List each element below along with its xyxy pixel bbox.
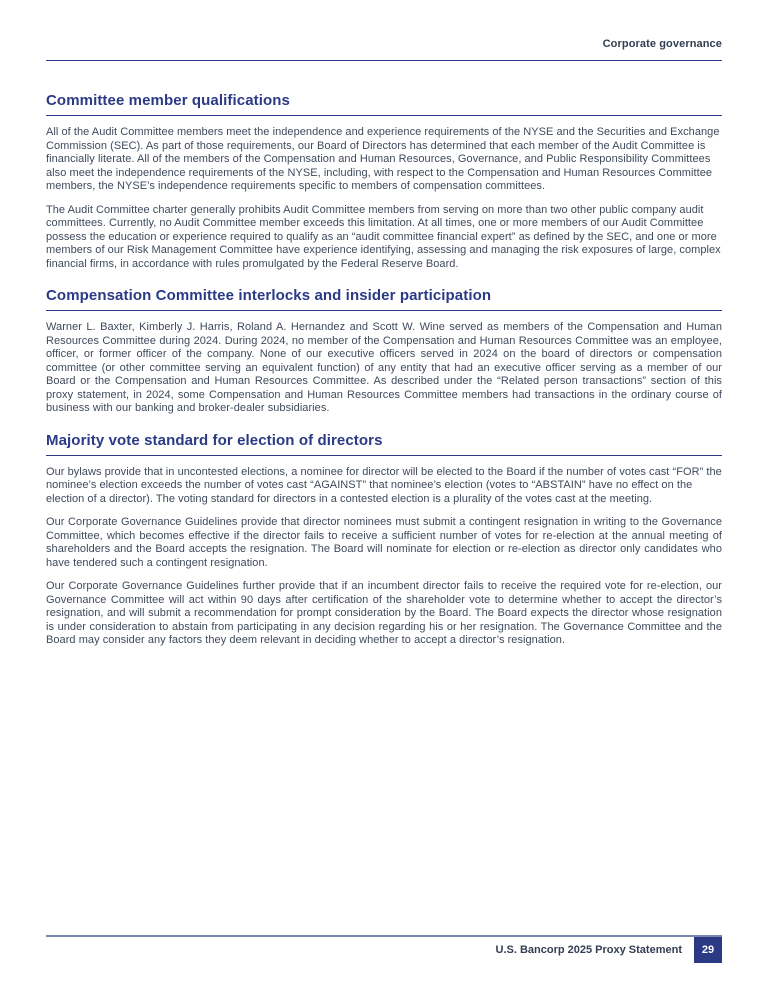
section-heading-compensation-committee-interlocks: Compensation Committee interlocks and insider participation (46, 287, 722, 311)
paragraph: Our Corporate Governance Guidelines provide that director nominees must submit a contingent resignation in writing to the Governance Committee, which becomes effective if the director fails to receive a sufficient number of votes for re-election at the annual meeting of shareholders and the Board accepts the resignation. The Board will nominate for election or re-election as director only candidates who have tendered such a contingent resignation. (46, 516, 722, 569)
section-heading-majority-vote-standard: Majority vote standard for election of directors (46, 432, 722, 456)
footer-document-title: U.S. Bancorp 2025 Proxy Statement (495, 944, 682, 956)
footer-row (46, 937, 722, 963)
running-header-label: Corporate governance (602, 38, 722, 50)
section-heading-committee-member-qualifications: Committee member qualifications (46, 92, 722, 116)
paragraph: Our bylaws provide that in uncontested elections, a nominee for director will be elected to the Board if the number of votes cast “FOR” the nominee’s election exceeds the number of votes cast “AGAINST” that nominee’s election (votes to “ABSTAIN” have no effect on the election of a director). The voting standard for directors in a contested election is a plurality of the votes cast at the meeting. (46, 465, 722, 505)
paragraph: All of the Audit Committee members meet the independence and experience requirements of the NYSE and the Securities and Exchange Commission (SEC). As part of those requirements, our Board of Directors has determined that each member of the Audit Committee is financially literate. All of the members of the Compensation and Human Resources, Governance, and Public Responsibility Committees also meet the independence requirements of the NYSE, including, with respect to the Compensation and Human Resources Committee members, the NYSE’s independence requirements specific to members of compensation committees. (46, 126, 720, 192)
running-header (46, 0, 722, 52)
paragraph: Warner L. Baxter, Kimberly J. Harris, Roland A. Hernandez and Scott W. Wine served as members of the Compensation and Human Resources Committee during 2024. During 2024, no member of the Compensation and Human Resources Committee was an employee, officer, or former officer of the company. None of our executive officers served in 2024 on the board of directors or compensation committee (or other committee serving an equivalent function) of any entity that had an executive officer serving as a member of our Board or the Compensation and Human Resources Committee. As described under the “Related person transactions” section of this proxy statement, in 2024, some Compensation and Human Resources Committee members had transactions in the ordinary course of business with our banking and broker-dealer subsidiaries. (46, 321, 722, 414)
paragraph: The Audit Committee charter generally prohibits Audit Committee members from serving on more than two other public company audit committees. Currently, no Audit Committee member exceeds this limitation. At all times, one or more members of our Audit Committee possess the education or experience required to qualify as an “audit committee financial expert” as defined by the SEC, and one or more members of our Risk Management Committee have experience identifying, assessing and managing the risk exposures of large, complex financial firms, in accordance with rules promulgated by the Federal Reserve Board. (46, 203, 721, 270)
page-footer (46, 935, 722, 963)
header-rule (46, 60, 722, 61)
paragraph: Our Corporate Governance Guidelines further provide that if an incumbent director fails to receive the required vote for re-election, our Governance Committee will act within 90 days after certification of the shareholder vote to determine whether to accept the director’s resignation, and will submit a recommendation for prompt consideration by the Board. The Board expects the director whose resignation is under consideration to abstain from participating in any decision regarding his or her resignation. The Governance Committee and the Board may consider any factors they deem relevant in deciding whether to accept a director’s resignation. (46, 580, 722, 646)
page-number-badge: 29 (694, 937, 722, 963)
